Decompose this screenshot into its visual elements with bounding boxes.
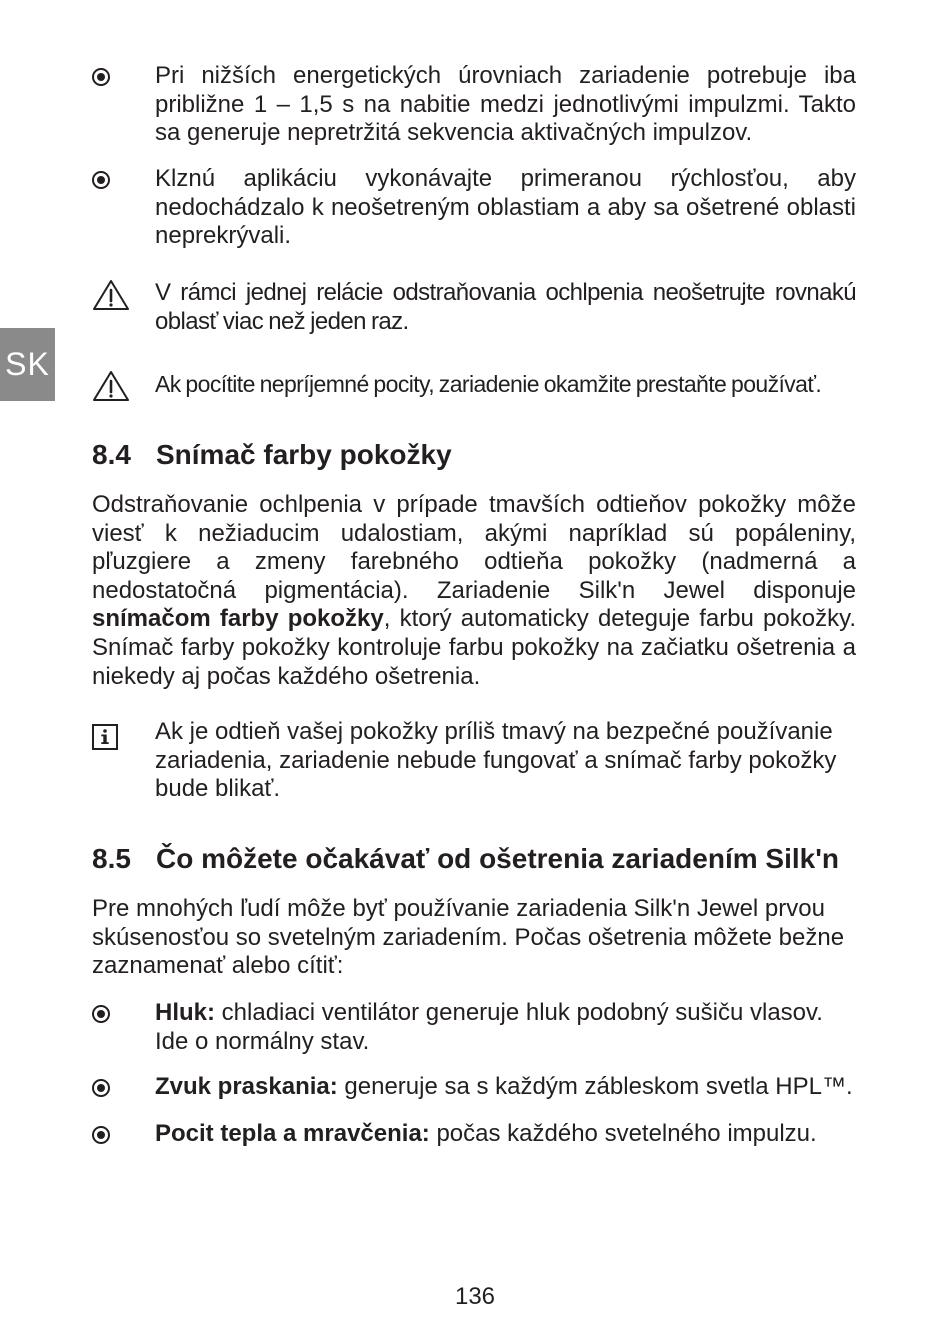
bullet-icon [92, 1005, 110, 1023]
info-text: Ak je odtieň vašej pokožky príliš tmavý na bezpečné používanie zariadenia, zariadenie nebude fungovať a snímač farby pokožky bude blikať. [155, 718, 837, 803]
bullet-icon [92, 1079, 110, 1097]
bullet-text: Klznú aplikáciu vykonávajte primeranou rýchlosťou, aby nedochádzalo k neošetreným oblastiam a aby sa ošetrené oblasti neprekrývali. [155, 165, 856, 250]
bullet-icon [92, 1126, 110, 1144]
language-tab: SK [0, 328, 55, 401]
section-heading [92, 842, 892, 876]
bullet-item [92, 1073, 856, 1102]
warning-icon [92, 370, 130, 402]
bullet-label: Hluk: [155, 999, 215, 1026]
bullet-text [155, 1120, 856, 1149]
body-text-before: Odstraňovanie ochlpenia v prípade tmavších odtieňov pokožky môže viesť k nežiaducim udalostiam, akými napríklad sú popáleniny, pľuzgiere a zmeny farebného odtieňa pokožky (nadmerná a nedostatočná pigmentácia). Zariadenie Silk'n Jewel disponuje [92, 491, 856, 604]
warning-item [92, 370, 856, 399]
bullet-text [155, 1073, 856, 1102]
bullet-text: Pri nižších energetických úrovniach zariadenie potrebuje iba približne 1 – 1,5 s na nabitie medzi jednotlivými impulzmi. Takto sa generuje nepretržitá sekvencia aktivačných impulzov. [155, 62, 856, 147]
body-paragraph [92, 491, 856, 691]
section-title: Čo môžete očakávať od ošetrenia zariadením Silk'n [156, 843, 839, 874]
intro-paragraph: Pre mnohých ľudí môže byť používanie zariadenia Silk'n Jewel prvou skúsenosťou so svetelným zariadením. Počas ošetrenia môžete bežne zaznamenať alebo cítiť: [92, 895, 845, 980]
bullet-item [92, 165, 856, 251]
bullet-item [92, 999, 856, 1056]
bullet-item [92, 1120, 856, 1149]
section-title: Snímač farby pokožky [156, 439, 452, 470]
bullet-icon [92, 68, 110, 86]
warning-text: V rámci jednej relácie odstraňovania ochlpenia neošetrujte rovnakú oblasť viac než jeden raz. [155, 279, 856, 335]
section-heading [92, 438, 892, 472]
info-item [92, 718, 856, 804]
bullet-label: Pocit tepla a mravčenia: [155, 1120, 430, 1147]
bullet-icon [92, 171, 110, 189]
section-number: 8.5 [92, 843, 131, 874]
page-number: 136 [454, 1283, 496, 1310]
warning-text: Ak pocítite nepríjemné pocity, zariadenie okamžite prestaňte používať. [155, 371, 822, 397]
body-text-after: , ktorý automaticky deteguje farbu pokožky. Snímač farby pokožky kontroluje farbu pokožky na začiatku ošetrenia a niekedy aj počas každého ošetrenia. [92, 605, 856, 690]
bullet-description: generuje sa s každým zábleskom svetla HPL™. [337, 1073, 853, 1100]
bullet-item [92, 62, 856, 148]
section-body [92, 491, 856, 691]
body-bold-term: snímačom farby pokožky [92, 605, 384, 633]
bullet-description: počas každého svetelného impulzu. [429, 1120, 817, 1147]
section-intro [92, 895, 856, 981]
bullet-label: Zvuk praskania: [155, 1073, 338, 1100]
bullet-description: chladiaci ventilátor generuje hluk podobný sušiču vlasov. Ide o normálny stav. [155, 999, 823, 1055]
bullet-text [155, 999, 856, 1056]
section-number: 8.4 [92, 439, 131, 470]
warning-item [92, 279, 856, 336]
info-icon [92, 724, 118, 750]
warning-icon [92, 279, 130, 311]
